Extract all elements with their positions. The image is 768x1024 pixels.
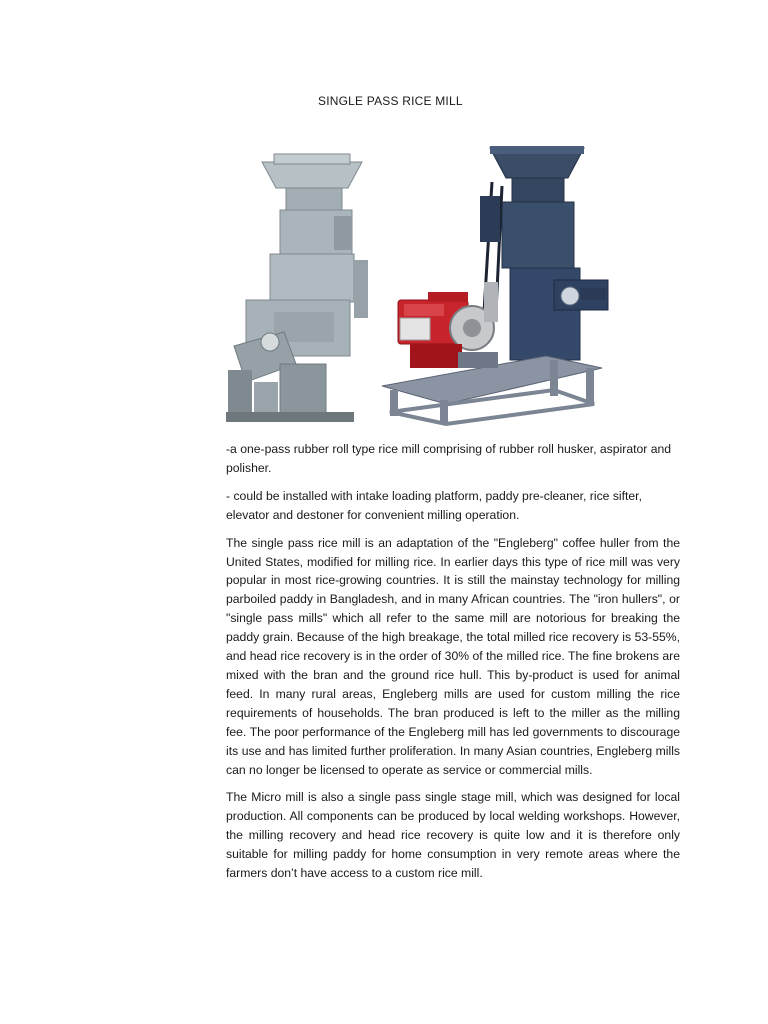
- page-title: SINGLE PASS RICE MILL: [318, 94, 463, 108]
- paragraph-3: The single pass rice mill is an adaptation of the "Engleberg" coffee huller from the United States, modified for milling rice. In earlier days this type of rice mill was very popular in most rice-growing countries. It is still the mainstay technology for milling parboiled paddy in Bangladesh, and in many African countries. The "iron hullers", or "single pass mills" which all refer to the same mill are notorious for breaking the paddy grain. Because of the high breakage, the total milled rice recovery is 53-55%, and head rice recovery is in the order of 30% of the milled rice. The fine brokens are mixed with the bran and the ground rice hull. This by-product is used for animal feed. In many rural areas, Engleberg mills are used for custom milling the rice requirements of households. The bran produced is left to the miller as the milling fee. The poor performance of the Engleberg mill has led governments to discourage its use and has limited further proliferation. In many Asian countries, Engleberg mills can no longer be licensed to operate as service or commercial mills.: [226, 535, 680, 777]
- grey-rice-mill-image: [226, 154, 368, 422]
- paragraph-2: - could be installed with intake loading platform, paddy pre-cleaner, rice sifter, elevator and destoner for convenient milling operation.: [226, 488, 642, 522]
- blue-rice-mill-with-engine-image: [382, 146, 608, 424]
- paragraph-1: -a one-pass rubber roll type rice mill comprising of rubber roll husker, aspirator and polisher.: [226, 442, 672, 475]
- document-body: [226, 440, 680, 892]
- paragraph-4: The Micro mill is also a single pass single stage mill, which was designed for local production. All components can be produced by local welding workshops. However, the milling recovery and head rice recovery is quite low and it is therefore only suitable for milling paddy for home consumption in very remote areas where the farmers don’t have access to a custom rice mill.: [226, 790, 680, 881]
- rice-mill-photo: [214, 142, 614, 427]
